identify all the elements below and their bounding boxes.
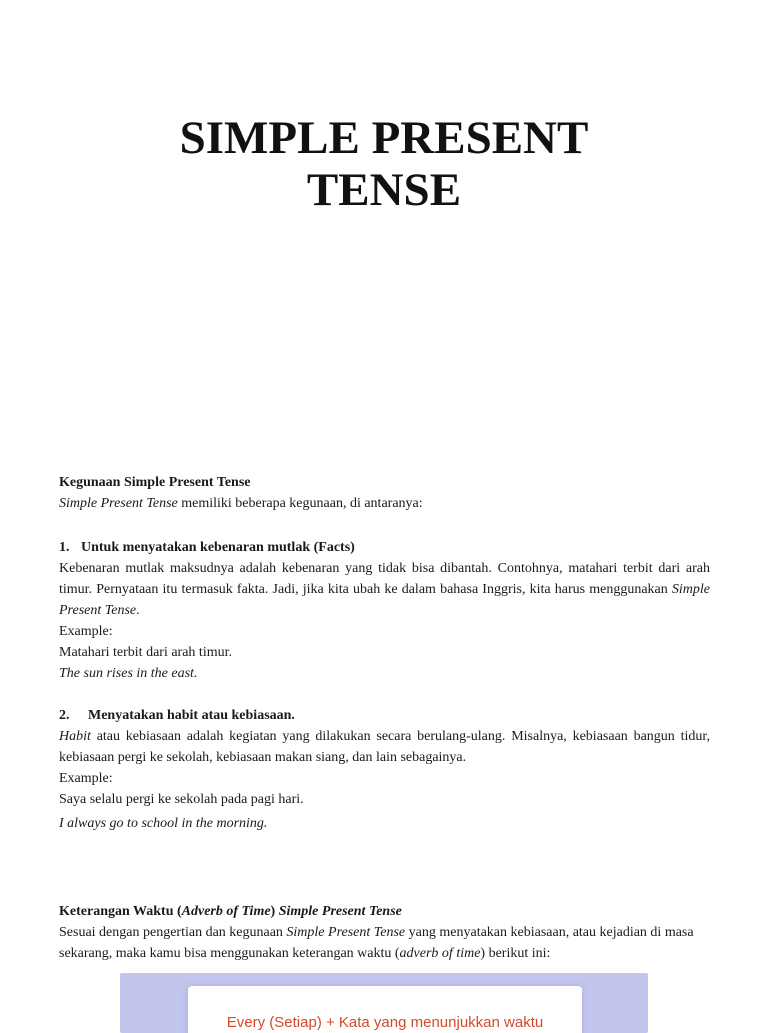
adverb-banner-text: [188, 1014, 582, 1031]
point-1-section: [59, 537, 710, 684]
adverb-heading-b: Adverb of Time: [181, 904, 271, 919]
banner-rest: (Setiap) + Kata yang menunjukkan waktu: [265, 1014, 544, 1031]
point-1-body-italic: Simple Present Tense: [59, 582, 710, 618]
adverb-body-b: Simple Present Tense: [286, 925, 406, 940]
usage-intro-italic: Simple Present Tense: [59, 496, 178, 511]
point-2-section: [59, 705, 710, 834]
usage-intro: [59, 493, 710, 514]
adverb-heading-d: Simple Present Tense: [278, 904, 402, 919]
usage-section: [59, 472, 710, 514]
point-2-heading-text: Menyatakan habit atau kebiasaan.: [88, 708, 295, 723]
point-1-body-text: Kebenaran mutlak maksudnya adalah kebenaran yang tidak bisa dibantah. Contohnya, matahari terbit dari arah timur. Pernyataan itu termasuk fakta. Jadi, jika kita ubah ke dalam bahasa Inggris, kita harus menggunakan: [59, 561, 710, 597]
adverb-banner-image: [120, 973, 648, 1033]
adverb-heading-c: ): [270, 904, 279, 919]
point-1-number: 1.: [59, 540, 70, 555]
point-2-body-italic: Habit: [59, 729, 91, 744]
point-1-heading: [59, 537, 710, 558]
point-2-number: 2.: [59, 708, 70, 723]
adverb-heading: [59, 901, 710, 922]
point-2-body-text: atau kebiasaan adalah kegiatan yang dilakukan secara berulang-ulang. Misalnya, kebiasaan bangun tidur, kebiasaan pergi ke sekolah, kebiasaan makan siang, dan lain sebagainya.: [59, 729, 710, 765]
point-2-body: [59, 726, 710, 768]
point-1-example-id: Matahari terbit dari arah timur.: [59, 645, 232, 660]
usage-intro-rest: memiliki beberapa kegunaan, di antaranya:: [177, 496, 423, 511]
usage-heading: Kegunaan Simple Present Tense: [59, 475, 251, 490]
title-line-1: SIMPLE PRESENT: [179, 112, 589, 164]
adverb-body-c: yang menyatakan kebiasaan, atau kejadian di masa sekarang, maka kamu bisa menggunakan keterangan waktu (: [59, 925, 694, 961]
point-1-example-en: The sun rises in the east.: [59, 666, 198, 681]
point-2-example-label: Example:: [59, 771, 113, 786]
adverb-body-d: adverb of time: [399, 946, 481, 961]
banner-every: Every: [226, 1014, 266, 1031]
point-2-heading: [59, 705, 710, 726]
point-2-example-id: Saya selalu pergi ke sekolah pada pagi hari.: [59, 792, 304, 807]
point-2-example-en: I always go to school in the morning.: [59, 816, 268, 831]
adverb-section: [59, 901, 710, 964]
adverb-banner-card: [188, 986, 582, 1033]
point-1-example-label: Example:: [59, 624, 113, 639]
page-title: [0, 112, 768, 216]
point-1-body: [59, 558, 710, 621]
adverb-body: [59, 922, 710, 964]
adverb-body-e: ) berikut ini:: [480, 946, 551, 961]
adverb-heading-a: Keterangan Waktu (: [59, 904, 182, 919]
title-line-2: TENSE: [306, 164, 462, 216]
point-1-body-end: .: [136, 603, 140, 618]
adverb-body-a: Sesuai dengan pengertian dan kegunaan: [59, 925, 287, 940]
point-1-heading-text: Untuk menyatakan kebenaran mutlak (Facts): [81, 540, 355, 555]
